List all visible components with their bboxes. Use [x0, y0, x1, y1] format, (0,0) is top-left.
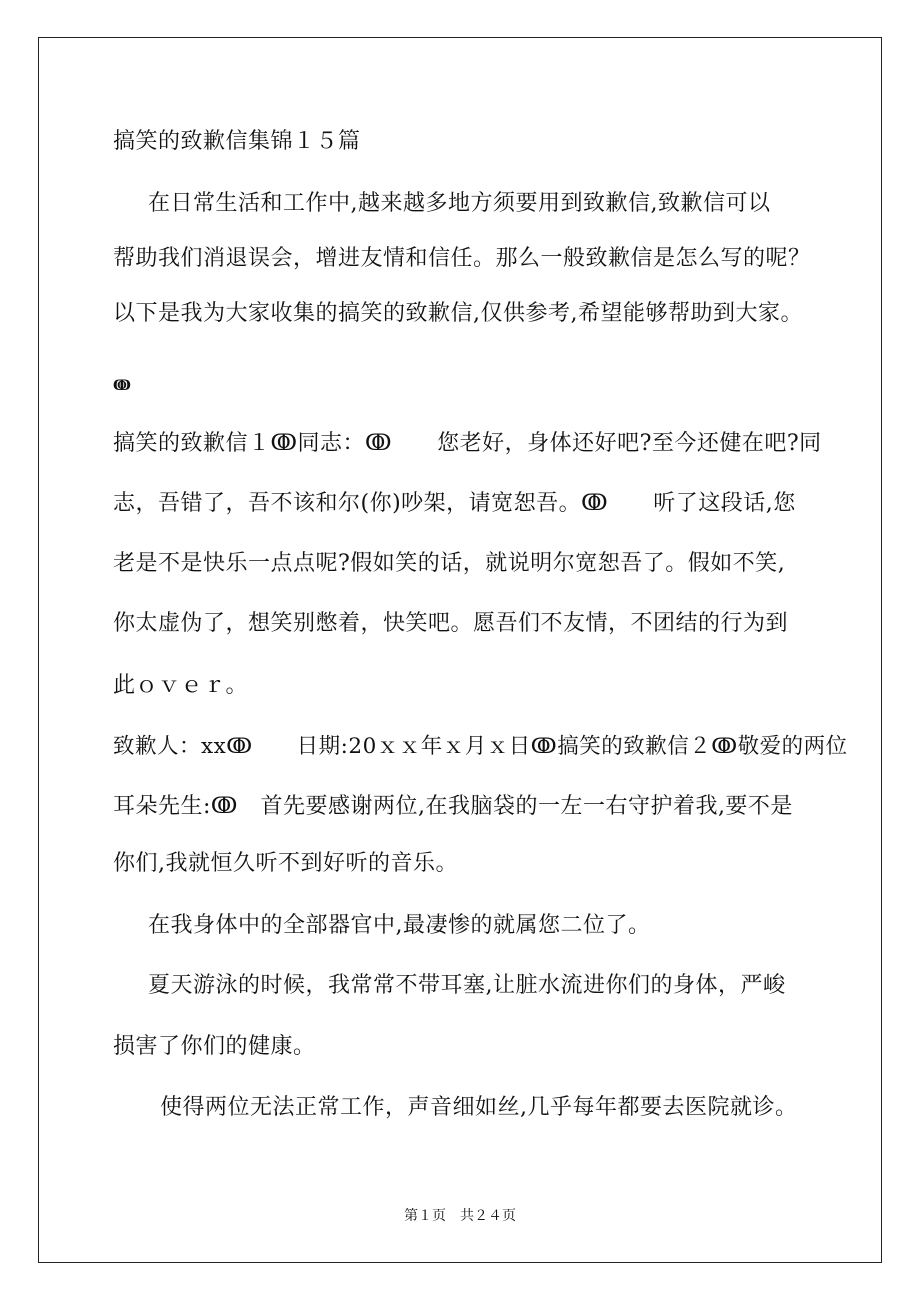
paragraph-line: 使得两位无法正常工作，声音细如丝,几乎每年都要去医院就诊。	[160, 1095, 798, 1120]
paragraph-line: 你太虚伪了，想笑别憋着，快笑吧。愿吾们不友情，不团结的行为到	[113, 611, 789, 636]
paragraph-line: 搞笑的致歉信１ↂ同志：ↂ 您老好，身体还好吧?至今还健在吧?同	[113, 431, 822, 456]
paragraph-line: 志，吾错了，吾不该和尔(你)吵架，请宽恕吾。ↂ 听了这段话,您	[113, 491, 796, 516]
paragraph-line: 耳朵先生:ↂ 首先要感谢两位,在我脑袋的一左一右守护着我,要不是	[113, 794, 793, 819]
paragraph-line: 在日常生活和工作中,越来越多地方须要用到致歉信,致歉信可以	[148, 191, 771, 216]
paragraph-line: 此ｏｖｅｒ。	[113, 673, 249, 698]
paragraph-line: 以下是我为大家收集的搞笑的致歉信,仅供参考,希望能够帮助到大家。	[113, 301, 803, 326]
paragraph-line: 在我身体中的全部器官中,最凄惨的就属您二位了。	[148, 913, 651, 938]
paragraph-line: 夏天游泳的时候，我常常不带耳塞,让脏水流进你们的身体，严峻	[148, 973, 786, 998]
paragraph-line: 老是不是快乐一点点呢?假如笑的话，就说明尔宽恕吾了。假如不笑,	[113, 551, 786, 576]
paragraph-line: 帮助我们消退误会，增进友情和信任。那么一般致歉信是怎么写的呢？	[113, 246, 811, 271]
document-title: 搞笑的致歉信集锦１５篇	[113, 129, 361, 154]
paragraph-line: 致歉人：xxↂ 日期:20ｘｘ年ｘ月ｘ日ↂ搞笑的致歉信２ↂ敬爱的两位	[113, 734, 848, 759]
paragraph-line: 你们,我就恒久听不到好听的音乐。	[113, 851, 458, 876]
paragraph-mark: ↂ	[113, 378, 132, 394]
page-footer: 第１页 共２４页	[404, 1208, 516, 1224]
paragraph-line: 损害了你们的健康。	[113, 1034, 316, 1059]
page-border	[38, 37, 882, 1263]
